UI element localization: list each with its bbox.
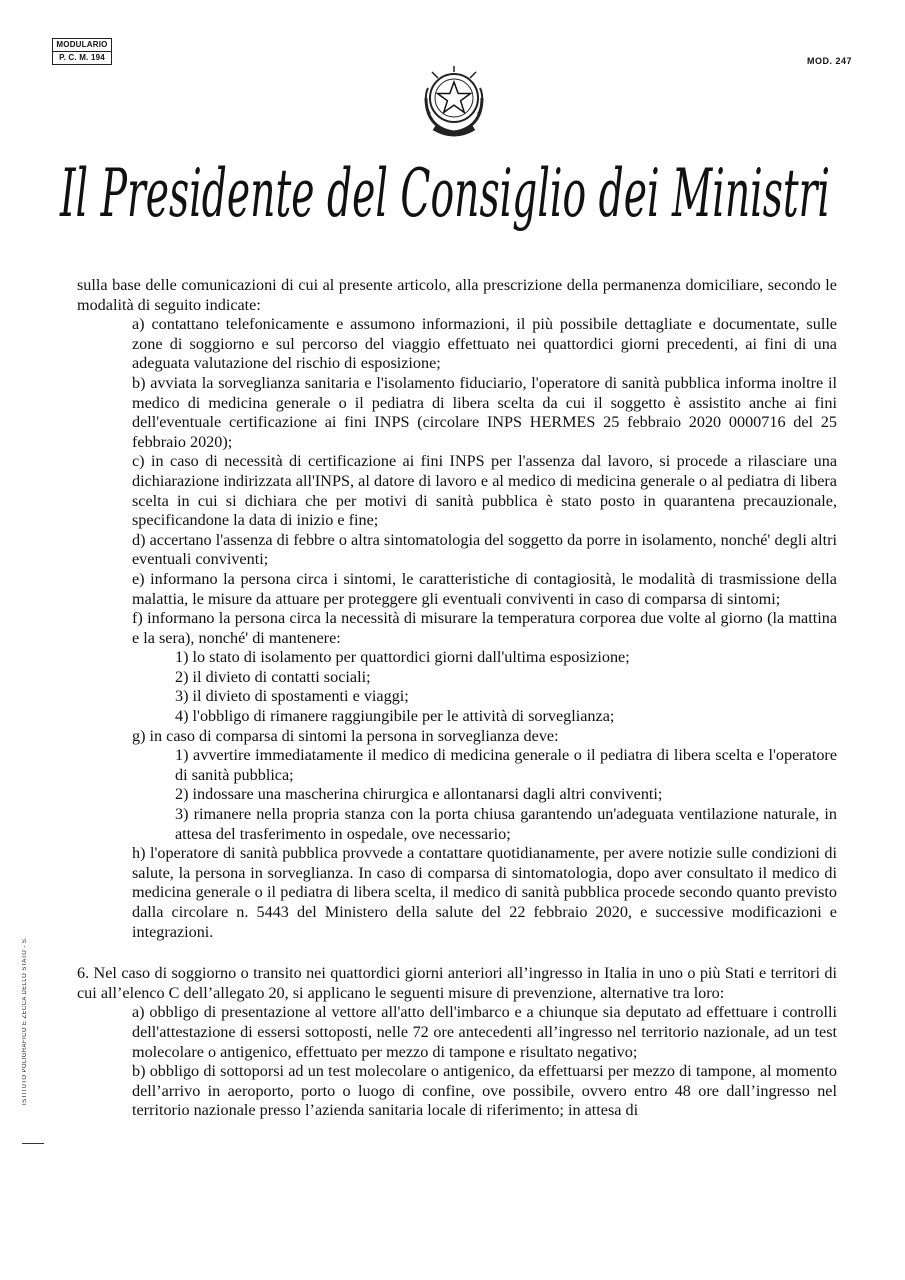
title-text: Il Presidente del Consiglio dei Ministri [59,155,831,232]
section-gap [77,942,837,964]
g-subitem-1: 1) avvertire immediatamente il medico di medicina generale o il pediatra di libera scelta e l'operatore di sanità pubblica; [175,746,837,784]
list-item-h: h) l'operatore di sanità pubblica provvede a contattare quotidianamente, per avere notizie sulle condizioni di salute, la persona in sorveglianza. In caso di comparsa di sintomatologia, dopo aver consultato il medico di medicina generale o il pediatra di libera scelta, il medico di sanità pubblica procede secondo quanto previsto dalla circolare n. 5443 del Ministero della salute del 22 febbraio 2020, e successive modificazioni e integrazioni. [132,844,837,941]
list-item-c: c) in caso di necessità di certificazione ai fini INPS per l'assenza dal lavoro, si procede a rilasciare una dichiarazione indirizzata all'INPS, al datore di lavoro e al medico di medicina generale o al pediatra di libera scelta in cui si dichiara che per motivi di sanità pubblica è stato posto in quarantena precauzionale, specificandone la data di inizio e fine; [132,452,837,530]
list-item-b: b) avviata la sorveglianza sanitaria e l'isolamento fiduciario, l'operatore di sanità pubblica informa inoltre il medico di medicina generale o il pediatra di libera scelta da cui il soggetto è assistito anche ai fini dell'eventuale certificazione ai fini INPS (circolare INPS HERMES 25 febbraio 2020 0000716 del 25 febbraio 2020); [132,373,837,451]
f-subitem-2: 2) il divieto di contatti sociali; [175,667,371,686]
list-item-g: g) in caso di comparsa di sintomi la persona in sorveglianza deve: [132,726,559,745]
f-subitem-3: 3) il divieto di spostamenti e viaggi; [175,687,409,706]
modulario-stamp [52,38,112,65]
f-subitem-1: 1) lo stato di isolamento per quattordici giorni dall'ultima esposizione; [175,648,630,667]
list-item-d: d) accertano l'assenza di febbre o altra sintomatologia del soggetto da porre in isolamento, nonché' degli altri eventuali conviventi; [132,530,837,569]
g-subitem-2: 2) indossare una mascherina chirurgica e allontanarsi dagli altri conviventi; [175,785,663,804]
stamp-line-2: P. C. M. 194 [53,51,111,64]
margin-printer-note: ISTITUTO POLIGRAFICO E ZECCA DELLO STATO - S. [22,936,28,1105]
list-item-f: f) informano la persona circa la necessità di misurare la temperatura corporea due volte al giorno (la mattina e la sera), nonché' di mantenere: [132,609,837,647]
list-item-a: a) contattano telefonicamente e assumono informazioni, il più possibile dettagliate e documentate, sulle zone di soggiorno e sul percorso del viaggio effettuato nei quattordici giorni precedenti, ai fini di una adeguata valutazione del rischio di esposizione; [132,315,837,373]
document-body [77,276,837,1121]
republic-emblem-icon [414,58,494,146]
g-subitem-3: 3) rimanere nella propria stanza con la porta chiusa garantendo un'adeguata ventilazione naturale, in attesa del trasferimento in ospedale, ove necessario; [175,805,837,843]
f-subitem-4: 4) l'obbligo di rimanere raggiungibile per le attività di sorveglianza; [175,707,615,726]
p6-item-b: b) obbligo di sottoporsi ad un test molecolare o antigenico, da effettuarsi per mezzo di tampone, al momento dell’arrivo in aeroporto, porto o luogo di confine, ove possibile, ovvero entro 48 ore dall’ingresso nel territorio nazionale presso l’azienda sanitaria locale di riferimento; in attesa di [132,1062,837,1120]
form-code: MOD. 247 [807,56,853,66]
stamp-line-1: MODULARIO [56,40,108,49]
intro-paragraph: sulla base delle comunicazioni di cui al presente articolo, alla prescrizione della permanenza domiciliare, secondo le modalità di seguito indicate: [77,276,837,314]
page-title [55,138,855,248]
p6-item-a: a) obbligo di presentazione al vettore all'atto dell'imbarco e a chiunque sia deputato ad effettuare i controlli dell'attestazione di essersi sottoposti, nelle 72 ore antecedenti all’ingresso nel territorio nazionale, ad un test molecolare o antigenico, effettuato per mezzo di tampone e risultato negativo; [132,1003,837,1061]
paragraph-6: 6. Nel caso di soggiorno o transito nei quattordici giorni anteriori all’ingresso in Italia in uno o più Stati e territori di cui all’elenco C dell’allegato 20, si applicano le seguenti misure di prevenzione, alternative tra loro: [77,964,837,1002]
list-item-e: e) informano la persona circa i sintomi, le caratteristiche di contagiosità, le modalità di trasmissione della malattia, le misure da attuare per proteggere gli eventuali conviventi in caso di comparsa di sintomi; [132,569,837,608]
margin-divider [22,1143,44,1144]
